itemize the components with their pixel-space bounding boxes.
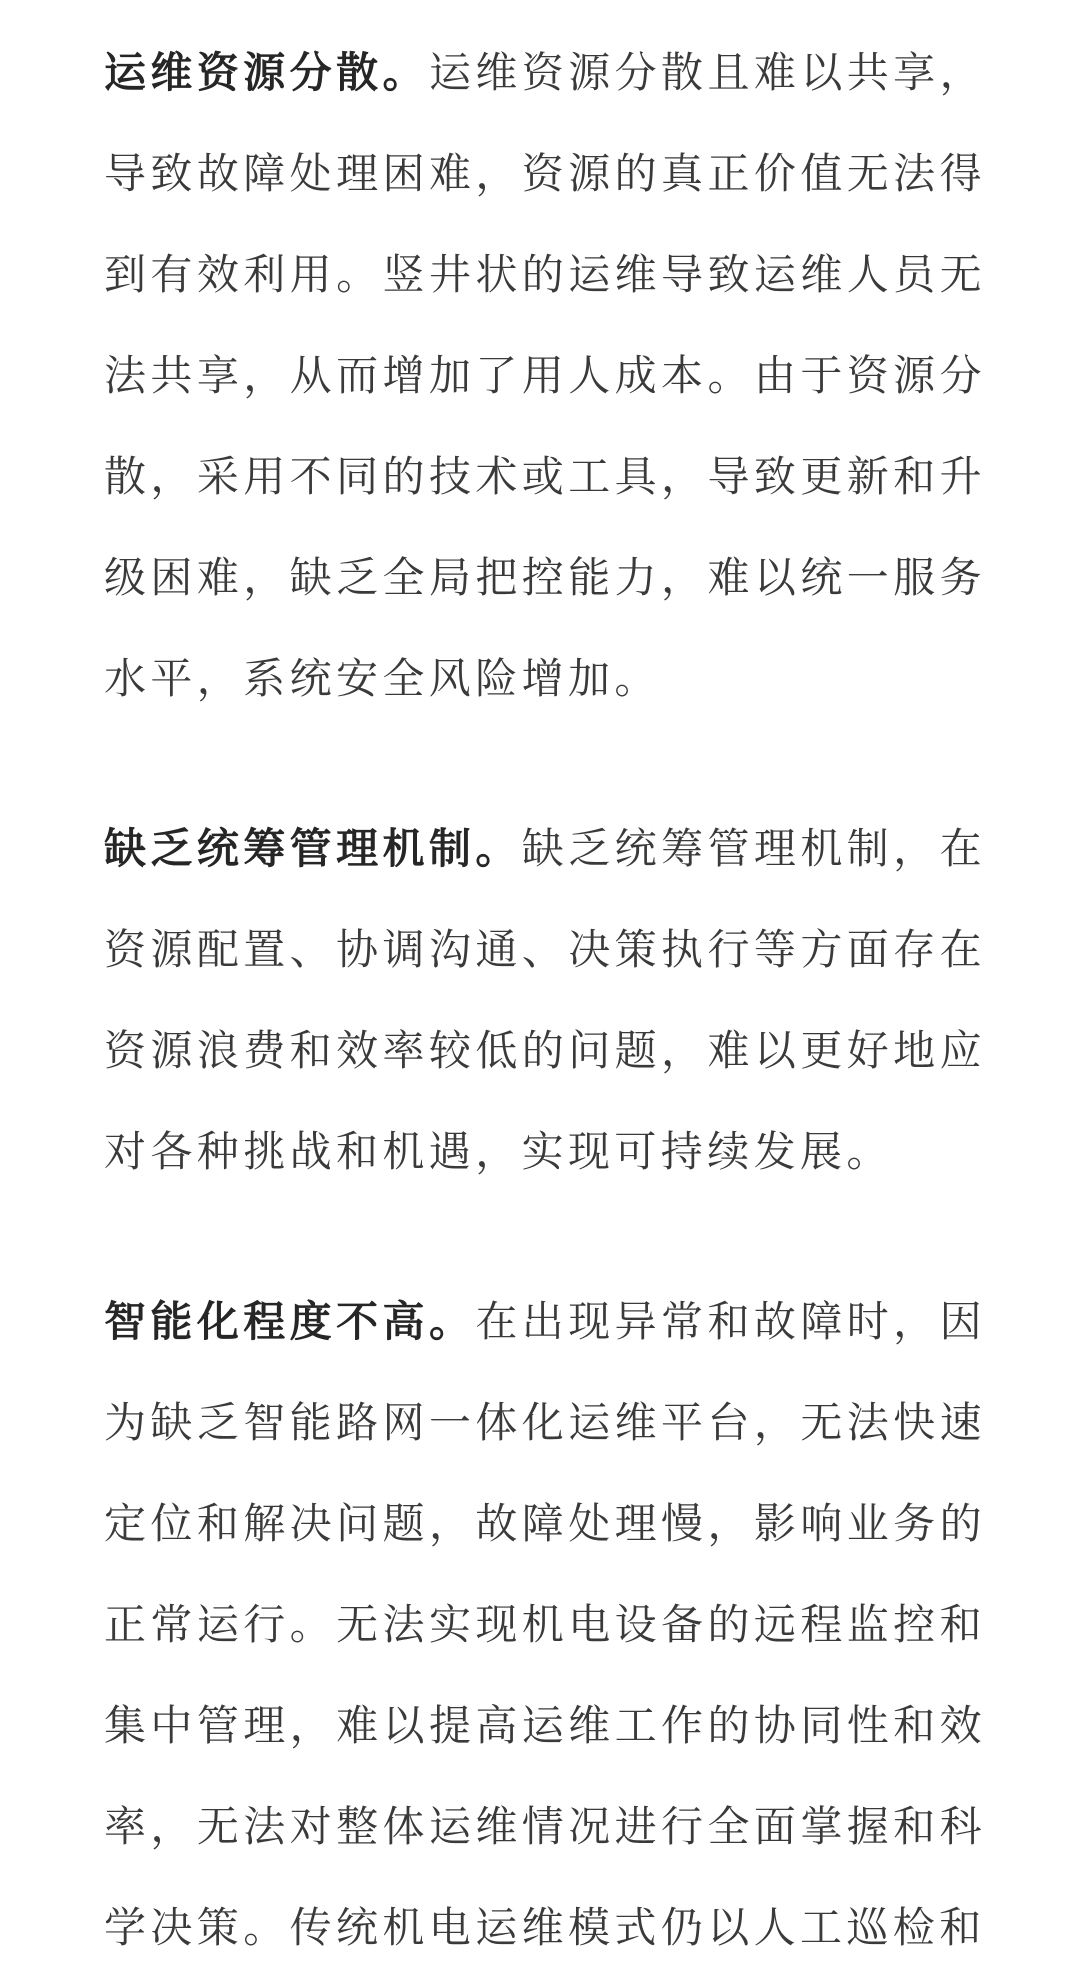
- paragraph-body: 运维资源分散且难以共享，导致故障处理困难，资源的真正价值无法得到有效利用。竖井状的运维导致运维人员无法共享，从而增加了用人成本。由于资源分散，采用不同的技术或工具，导致更新和升级困难，缺乏全局把控能力，难以统一服务水平，系统安全风险增加。: [104, 48, 986, 703]
- paragraph-resource-dispersion: [104, 22, 986, 729]
- paragraph-lead: 缺乏统筹管理机制。: [104, 824, 522, 873]
- paragraph-lead: 智能化程度不高。: [104, 1297, 476, 1346]
- paragraph-management-mechanism: [104, 798, 986, 1202]
- paragraph-body: 在出现异常和故障时，因为缺乏智能路网一体化运维平台，无法快速定位和解决问题，故障处理慢，影响业务的正常运行。无法实现机电设备的远程监控和集中管理，难以提高运维工作的协同性和效率，无法对整体运维情况进行全面掌握和科学决策。传统机电运维模式仍以人工巡检和: [104, 1297, 986, 1952]
- paragraph-lead: 运维资源分散。: [104, 48, 429, 97]
- paragraph-body: 缺乏统筹管理机制，在资源配置、协调沟通、决策执行等方面存在资源浪费和效率较低的问题，难以更好地应对各种挑战和机遇，实现可持续发展。: [104, 824, 986, 1176]
- article-body: [104, 22, 986, 1978]
- paragraph-intelligence-level: [104, 1271, 986, 1978]
